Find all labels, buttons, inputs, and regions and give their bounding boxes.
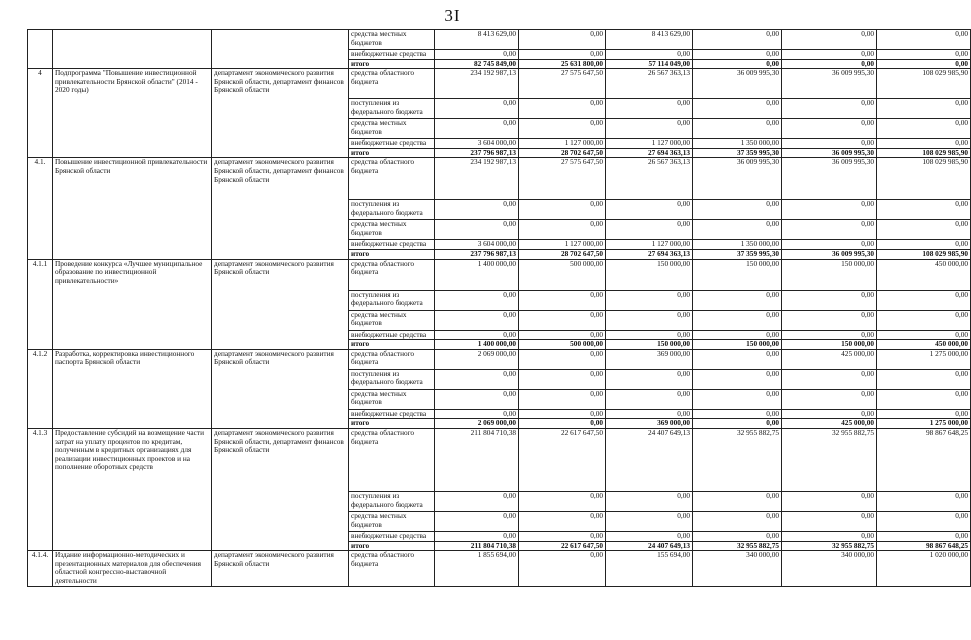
- amount-cell: 369 000,00: [606, 419, 693, 429]
- amount-cell: 3 604 000,00: [435, 240, 519, 250]
- amount-cell: 2 069 000,00: [435, 349, 519, 369]
- amount-cell: 237 796 987,13: [435, 249, 519, 259]
- table-row: [28, 69, 971, 99]
- amount-cell: 25 631 800,00: [519, 59, 606, 69]
- amount-cell: 0,00: [877, 330, 971, 340]
- funding-source-cell: средства местных бюджетов: [349, 30, 435, 50]
- amount-cell: 0,00: [435, 330, 519, 340]
- amount-cell: 0,00: [782, 310, 877, 330]
- amount-cell: 0,00: [519, 369, 606, 389]
- row-number-cell: 4.1.2: [28, 349, 53, 428]
- amount-cell: 0,00: [606, 119, 693, 139]
- amount-cell: 0,00: [782, 511, 877, 531]
- amount-cell: 0,00: [877, 99, 971, 119]
- amount-cell: 0,00: [606, 220, 693, 240]
- amount-cell: 32 955 882,75: [782, 541, 877, 551]
- funding-source-cell: средства местных бюджетов: [349, 119, 435, 139]
- program-name-cell: [53, 30, 212, 69]
- executor-cell: департамент экономического развития Брянской области, департамент финансов Брянской области: [212, 69, 349, 158]
- amount-cell: 0,00: [519, 551, 606, 586]
- amount-cell: 98 867 648,25: [877, 541, 971, 551]
- amount-cell: 0,00: [693, 511, 782, 531]
- amount-cell: 36 009 995,30: [782, 69, 877, 99]
- row-number-cell: 4.1.4.: [28, 551, 53, 586]
- funding-source-cell: поступления из федерального бюджета: [349, 290, 435, 310]
- amount-cell: 0,00: [693, 349, 782, 369]
- amount-cell: 0,00: [782, 330, 877, 340]
- funding-source-cell: итого: [349, 249, 435, 259]
- amount-cell: 0,00: [435, 389, 519, 409]
- amount-cell: 0,00: [782, 409, 877, 419]
- program-name-cell: Предоставление субсидий на возмещение части затрат на уплату процентов по кредитам, полученным в кредитных организациях для реализации инвестиционных проектов и на пополнение оборотных средств: [53, 428, 212, 550]
- amount-cell: 0,00: [606, 50, 693, 60]
- table-row: [28, 551, 971, 586]
- row-number-cell: 4.1.: [28, 158, 53, 259]
- amount-cell: 37 359 995,30: [693, 249, 782, 259]
- amount-cell: 32 955 882,75: [782, 428, 877, 491]
- funding-source-cell: внебюджетные средства: [349, 409, 435, 419]
- amount-cell: 0,00: [606, 290, 693, 310]
- funding-source-cell: внебюджетные средства: [349, 330, 435, 340]
- amount-cell: 0,00: [519, 290, 606, 310]
- amount-cell: 425 000,00: [782, 349, 877, 369]
- amount-cell: 450 000,00: [877, 340, 971, 350]
- amount-cell: 150 000,00: [782, 259, 877, 290]
- amount-cell: 32 955 882,75: [693, 428, 782, 491]
- amount-cell: 340 000,00: [693, 551, 782, 586]
- amount-cell: 0,00: [693, 531, 782, 541]
- amount-cell: 0,00: [693, 330, 782, 340]
- amount-cell: 155 694,00: [606, 551, 693, 586]
- amount-cell: 0,00: [877, 50, 971, 60]
- row-number-cell: [28, 30, 53, 69]
- amount-cell: 150 000,00: [693, 340, 782, 350]
- amount-cell: 0,00: [435, 220, 519, 240]
- amount-cell: 0,00: [435, 310, 519, 330]
- executor-cell: департамент экономического развития Брянской области, департамент финансов Брянской области: [212, 428, 349, 550]
- amount-cell: 0,00: [693, 290, 782, 310]
- amount-cell: 0,00: [877, 409, 971, 419]
- table-row: [28, 349, 971, 369]
- amount-cell: 0,00: [782, 220, 877, 240]
- program-name-cell: Подпрограмма "Повышение инвестиционной привлекательности Брянской области" (2014 - 2020 годы): [53, 69, 212, 158]
- row-number-cell: 4.1.1: [28, 259, 53, 349]
- amount-cell: 108 029 985,90: [877, 148, 971, 158]
- amount-cell: 0,00: [435, 511, 519, 531]
- amount-cell: 27 575 647,50: [519, 158, 606, 200]
- amount-cell: 1 127 000,00: [519, 139, 606, 149]
- amount-cell: 0,00: [693, 389, 782, 409]
- funding-source-cell: средства местных бюджетов: [349, 511, 435, 531]
- amount-cell: 0,00: [877, 310, 971, 330]
- amount-cell: 211 804 710,38: [435, 541, 519, 551]
- amount-cell: 0,00: [693, 30, 782, 50]
- amount-cell: 0,00: [519, 409, 606, 419]
- amount-cell: 0,00: [606, 409, 693, 419]
- page-number: 3I: [444, 6, 461, 25]
- executor-cell: [212, 30, 349, 69]
- program-name-cell: Издание информационно-методических и презентационных материалов для обеспечения областной конгрессно-выставочной деятельности: [53, 551, 212, 586]
- amount-cell: 0,00: [693, 491, 782, 511]
- amount-cell: 0,00: [877, 389, 971, 409]
- amount-cell: 32 955 882,75: [693, 541, 782, 551]
- amount-cell: 27 694 363,13: [606, 249, 693, 259]
- amount-cell: 0,00: [877, 290, 971, 310]
- amount-cell: 36 009 995,30: [693, 158, 782, 200]
- amount-cell: 0,00: [519, 220, 606, 240]
- amount-cell: 26 567 363,13: [606, 158, 693, 200]
- amount-cell: 0,00: [693, 409, 782, 419]
- amount-cell: 150 000,00: [693, 259, 782, 290]
- amount-cell: 1 275 000,00: [877, 419, 971, 429]
- executor-cell: департамент экономического развития Брянской области: [212, 349, 349, 428]
- amount-cell: 0,00: [877, 200, 971, 220]
- amount-cell: 36 009 995,30: [782, 249, 877, 259]
- amount-cell: 0,00: [877, 240, 971, 250]
- amount-cell: 0,00: [782, 200, 877, 220]
- funding-source-cell: поступления из федерального бюджета: [349, 369, 435, 389]
- amount-cell: 0,00: [435, 369, 519, 389]
- funding-source-cell: итого: [349, 419, 435, 429]
- amount-cell: 36 009 995,30: [782, 148, 877, 158]
- funding-source-cell: средства местных бюджетов: [349, 220, 435, 240]
- amount-cell: 340 000,00: [782, 551, 877, 586]
- amount-cell: 1 350 000,00: [693, 139, 782, 149]
- program-name-cell: Проведение конкурса «Лучшее муниципальное образование по инвестиционной привлекательности»: [53, 259, 212, 349]
- funding-source-cell: средства местных бюджетов: [349, 310, 435, 330]
- row-number-cell: 4.1.3: [28, 428, 53, 550]
- amount-cell: 450 000,00: [877, 259, 971, 290]
- amount-cell: 0,00: [877, 491, 971, 511]
- amount-cell: 369 000,00: [606, 349, 693, 369]
- amount-cell: 0,00: [782, 389, 877, 409]
- amount-cell: 0,00: [877, 119, 971, 139]
- amount-cell: 2 069 000,00: [435, 419, 519, 429]
- executor-cell: департамент экономического развития Брянской области: [212, 551, 349, 586]
- amount-cell: 211 804 710,38: [435, 428, 519, 491]
- amount-cell: 0,00: [606, 389, 693, 409]
- amount-cell: 3 604 000,00: [435, 139, 519, 149]
- amount-cell: 57 114 049,00: [606, 59, 693, 69]
- amount-cell: 0,00: [519, 119, 606, 139]
- amount-cell: 0,00: [693, 369, 782, 389]
- amount-cell: 0,00: [693, 99, 782, 119]
- amount-cell: 1 400 000,00: [435, 340, 519, 350]
- amount-cell: 0,00: [782, 369, 877, 389]
- amount-cell: 108 029 985,90: [877, 69, 971, 99]
- amount-cell: 0,00: [435, 50, 519, 60]
- funding-source-cell: внебюджетные средства: [349, 240, 435, 250]
- amount-cell: 234 192 987,13: [435, 69, 519, 99]
- amount-cell: 0,00: [782, 30, 877, 50]
- amount-cell: 0,00: [877, 30, 971, 50]
- amount-cell: 0,00: [435, 99, 519, 119]
- amount-cell: 0,00: [782, 240, 877, 250]
- funding-source-cell: поступления из федерального бюджета: [349, 491, 435, 511]
- amount-cell: 0,00: [606, 310, 693, 330]
- amount-cell: 0,00: [693, 50, 782, 60]
- amount-cell: 0,00: [606, 531, 693, 541]
- amount-cell: 0,00: [519, 310, 606, 330]
- amount-cell: 0,00: [606, 369, 693, 389]
- amount-cell: 500 000,00: [519, 340, 606, 350]
- amount-cell: 1 275 000,00: [877, 349, 971, 369]
- amount-cell: 108 029 985,90: [877, 158, 971, 200]
- funding-source-cell: внебюджетные средства: [349, 139, 435, 149]
- funding-source-cell: средства областного бюджета: [349, 428, 435, 491]
- amount-cell: 8 413 629,00: [606, 30, 693, 50]
- funding-source-cell: итого: [349, 148, 435, 158]
- amount-cell: 0,00: [877, 511, 971, 531]
- amount-cell: 27 575 647,50: [519, 69, 606, 99]
- amount-cell: 1 127 000,00: [519, 240, 606, 250]
- amount-cell: 0,00: [693, 119, 782, 139]
- amount-cell: 0,00: [782, 99, 877, 119]
- amount-cell: 0,00: [435, 491, 519, 511]
- amount-cell: 26 567 363,13: [606, 69, 693, 99]
- amount-cell: 0,00: [435, 119, 519, 139]
- amount-cell: 0,00: [519, 30, 606, 50]
- amount-cell: 27 694 363,13: [606, 148, 693, 158]
- amount-cell: 0,00: [693, 419, 782, 429]
- row-number-cell: 4: [28, 69, 53, 158]
- amount-cell: 0,00: [877, 139, 971, 149]
- amount-cell: 0,00: [519, 531, 606, 541]
- amount-cell: 0,00: [693, 200, 782, 220]
- amount-cell: 0,00: [693, 59, 782, 69]
- amount-cell: 0,00: [519, 99, 606, 119]
- amount-cell: 0,00: [435, 531, 519, 541]
- program-name-cell: Повышение инвестиционной привлекательности Брянской области: [53, 158, 212, 259]
- amount-cell: 0,00: [606, 491, 693, 511]
- table-row: [28, 259, 971, 290]
- amount-cell: 98 867 648,25: [877, 428, 971, 491]
- amount-cell: 24 407 649,13: [606, 428, 693, 491]
- amount-cell: 0,00: [519, 200, 606, 220]
- amount-cell: 108 029 985,90: [877, 249, 971, 259]
- amount-cell: 0,00: [606, 99, 693, 119]
- amount-cell: 36 009 995,30: [693, 69, 782, 99]
- amount-cell: 28 702 647,50: [519, 148, 606, 158]
- amount-cell: 0,00: [435, 409, 519, 419]
- amount-cell: 22 617 647,50: [519, 428, 606, 491]
- amount-cell: 150 000,00: [606, 340, 693, 350]
- amount-cell: 0,00: [693, 220, 782, 240]
- amount-cell: 0,00: [877, 59, 971, 69]
- amount-cell: 237 796 987,13: [435, 148, 519, 158]
- amount-cell: 0,00: [606, 511, 693, 531]
- amount-cell: 0,00: [877, 369, 971, 389]
- amount-cell: 0,00: [519, 511, 606, 531]
- amount-cell: 0,00: [606, 330, 693, 340]
- amount-cell: 28 702 647,50: [519, 249, 606, 259]
- funding-source-cell: итого: [349, 59, 435, 69]
- amount-cell: 0,00: [782, 50, 877, 60]
- amount-cell: 0,00: [782, 491, 877, 511]
- amount-cell: 36 009 995,30: [782, 158, 877, 200]
- funding-source-cell: итого: [349, 340, 435, 350]
- program-name-cell: Разработка, корректировка инвестиционного паспорта Брянской области: [53, 349, 212, 428]
- funding-source-cell: средства областного бюджета: [349, 259, 435, 290]
- funding-source-cell: средства областного бюджета: [349, 551, 435, 586]
- table-row: [28, 428, 971, 491]
- amount-cell: 0,00: [519, 349, 606, 369]
- amount-cell: 82 745 849,00: [435, 59, 519, 69]
- amount-cell: 0,00: [519, 419, 606, 429]
- amount-cell: 22 617 647,50: [519, 541, 606, 551]
- amount-cell: 0,00: [782, 139, 877, 149]
- amount-cell: 1 350 000,00: [693, 240, 782, 250]
- funding-source-cell: внебюджетные средства: [349, 50, 435, 60]
- funding-source-cell: поступления из федерального бюджета: [349, 200, 435, 220]
- amount-cell: 0,00: [782, 59, 877, 69]
- amount-cell: 0,00: [519, 389, 606, 409]
- amount-cell: 500 000,00: [519, 259, 606, 290]
- amount-cell: 0,00: [782, 531, 877, 541]
- amount-cell: 0,00: [435, 290, 519, 310]
- executor-cell: департамент экономического развития Брянской области: [212, 259, 349, 349]
- table-row: [28, 30, 971, 50]
- funding-source-cell: средства областного бюджета: [349, 158, 435, 200]
- amount-cell: 1 020 000,00: [877, 551, 971, 586]
- amount-cell: 1 855 694,00: [435, 551, 519, 586]
- funding-source-cell: средства местных бюджетов: [349, 389, 435, 409]
- amount-cell: 8 413 629,00: [435, 30, 519, 50]
- amount-cell: 1 127 000,00: [606, 139, 693, 149]
- executor-cell: департамент экономического развития Брянской области, департамент финансов Брянской области: [212, 158, 349, 259]
- amount-cell: 0,00: [782, 119, 877, 139]
- amount-cell: 234 192 987,13: [435, 158, 519, 200]
- amount-cell: 425 000,00: [782, 419, 877, 429]
- amount-cell: 150 000,00: [606, 259, 693, 290]
- amount-cell: 0,00: [782, 290, 877, 310]
- funding-source-cell: внебюджетные средства: [349, 531, 435, 541]
- amount-cell: 0,00: [519, 330, 606, 340]
- funding-source-cell: средства областного бюджета: [349, 349, 435, 369]
- funding-source-cell: итого: [349, 541, 435, 551]
- amount-cell: 0,00: [877, 220, 971, 240]
- table-row: [28, 158, 971, 200]
- amount-cell: 1 400 000,00: [435, 259, 519, 290]
- amount-cell: 0,00: [693, 310, 782, 330]
- amount-cell: 24 407 649,13: [606, 541, 693, 551]
- funding-source-cell: поступления из федерального бюджета: [349, 99, 435, 119]
- amount-cell: 150 000,00: [782, 340, 877, 350]
- amount-cell: 1 127 000,00: [606, 240, 693, 250]
- amount-cell: 37 359 995,30: [693, 148, 782, 158]
- amount-cell: 0,00: [435, 200, 519, 220]
- amount-cell: 0,00: [519, 50, 606, 60]
- budget-table: [27, 29, 971, 587]
- amount-cell: 0,00: [877, 531, 971, 541]
- amount-cell: 0,00: [519, 491, 606, 511]
- funding-source-cell: средства областного бюджета: [349, 69, 435, 99]
- amount-cell: 0,00: [606, 200, 693, 220]
